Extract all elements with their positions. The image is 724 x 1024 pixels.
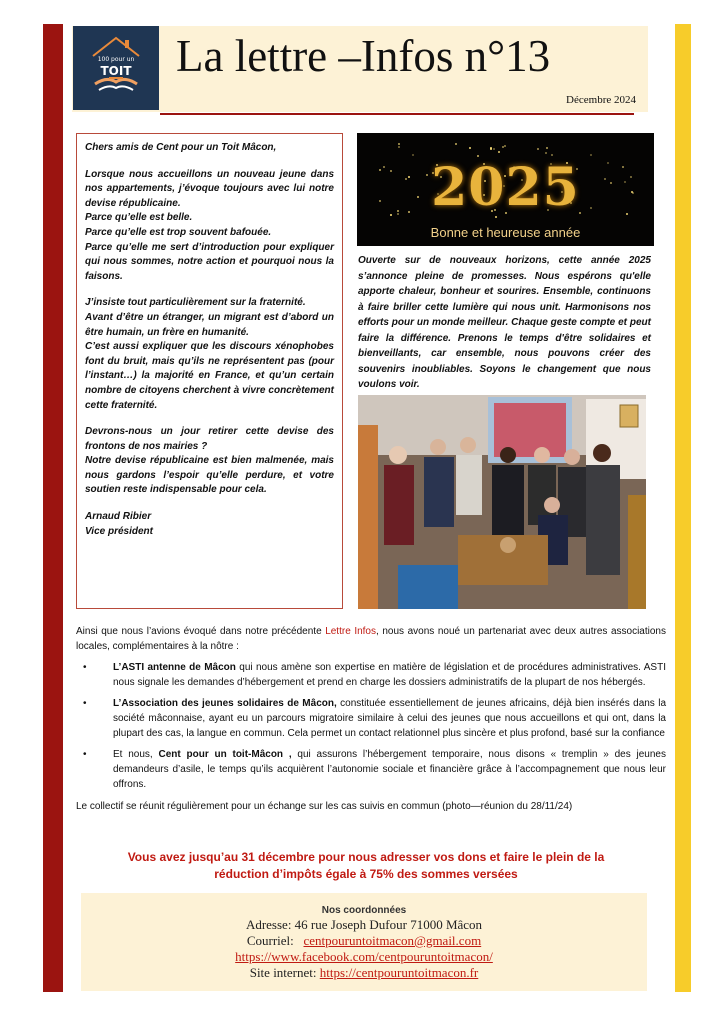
collective-note: Le collectif se réunit régulièrement pour un échange sur les cas suivis en commun (photo—réunion du 28/11/24)	[76, 801, 573, 812]
sparkle	[546, 147, 548, 149]
sparkle	[412, 154, 414, 156]
website-link[interactable]: https://centpouruntoitmacon.fr	[319, 965, 479, 980]
page-title: La lettre –Infos n°13	[176, 31, 551, 81]
contact-website-row	[81, 965, 647, 981]
letter-paragraph: Avant d’être un étranger, un migrant est d’abord un être humain, un frère en humanité.	[85, 311, 334, 338]
letter-paragraph: Parce qu’elle est belle.	[85, 212, 193, 224]
contact-box	[81, 893, 647, 991]
sparkle	[590, 154, 592, 156]
lettre-infos-reference: Lettre Infos	[325, 626, 376, 637]
asti-description: qui nous amène son expertise en matière de législation et de procédures administratives. ASTI nous signale les demandes d’hébergement et prend en charge les dossiers administratifs de la plupart de nos hébergés.	[113, 662, 666, 688]
banner-subtitle: Bonne et heureuse année	[430, 225, 581, 240]
sparkle	[398, 146, 400, 148]
own-association-description: qui assurons l’hébergement temporaire, nous disons « tremplin » des jeunes demandeurs d’asile, le temps qu’ils acquièrent l’autonomie sociale et financière grâce à l’accompagnement que nous leur offrons.	[113, 749, 666, 790]
youth-association-description: constituée essentiellement de jeunes africains, déjà bien insérés dans la société mâconnaise, ayant eu un parcours migratoire similaire à celui des jeunes que nous accueillons et qui ont, dans la plupart des cas, la langue en commun. Cela permet un contact relationnel plus sincère et plus profond, basé sur la confiance	[113, 698, 666, 739]
sparkle	[498, 151, 500, 153]
bullet-icon: •	[83, 662, 87, 673]
meeting-photo	[358, 395, 646, 609]
right-decorative-band	[675, 24, 691, 992]
banner-year: 2025	[431, 157, 580, 218]
association-logo	[73, 26, 159, 110]
header-divider	[160, 113, 634, 115]
contact-facebook-row	[81, 949, 647, 965]
partnership-intro	[76, 624, 666, 654]
contact-address: Adresse: 46 rue Joseph Dufour 71000 Mâcon	[245, 917, 483, 932]
email-link[interactable]: centpouruntoitmacon@gmail.com	[303, 933, 482, 948]
own-association-name: Cent pour un toit-Mâcon ,	[158, 749, 292, 760]
new-year-banner	[357, 133, 654, 246]
signature-role: Vice président	[85, 525, 153, 537]
logo-wordmark: TOIT	[100, 64, 132, 78]
partnership-section	[76, 624, 666, 814]
donation-call-to-action	[96, 849, 636, 883]
list-item	[76, 696, 666, 741]
list-item	[76, 660, 666, 690]
own-association-lead: Et nous,	[113, 749, 159, 760]
sparkle	[545, 152, 547, 154]
logo-caption: 100 pour un	[97, 56, 135, 63]
contact-title: Nos coordonnées	[321, 905, 407, 916]
facebook-link[interactable]: https://www.facebook.com/centpouruntoitmacon/	[235, 949, 493, 964]
group-photo-illustration	[358, 395, 646, 609]
sparkle	[504, 145, 506, 147]
website-label: Site internet:	[249, 965, 317, 980]
letter-paragraph: Devrons-nous un jour retirer cette devise des frontons de nos mairies ?	[85, 426, 334, 452]
letter-paragraph: Parce qu’elle est trop souvent bafouée.	[85, 226, 272, 238]
sparkle	[493, 148, 495, 150]
bullet-icon: •	[83, 698, 87, 709]
sparkle	[398, 143, 400, 145]
letter-greeting: Chers amis de Cent pour un Toit Mâcon,	[85, 142, 277, 153]
asti-name: L’ASTI antenne de Mâcon	[113, 662, 236, 673]
sparkle	[537, 148, 539, 150]
cta-line: Vous avez jusqu’au 31 décembre pour nous adresser vos dons et faire le plein de la	[127, 850, 605, 864]
cta-line: réduction d’impôts égale à 75% des sommes versées	[214, 867, 518, 881]
signature-name: Arnaud Ribier	[85, 511, 152, 523]
letter-paragraph: C’est aussi expliquer que les discours xénophobes font du bruit, mais qu’ils ne représentent pas (pour l’instant…) la majorité en France, et qu’un certain nombre de citoyens cherchent à vivre concrètement cette fraternité.	[85, 341, 334, 411]
intro-text-end: , nous avons noué un partenariat avec deux autres associations locales, complémentaires à la nôtre :	[76, 626, 666, 652]
issue-date: Décembre 2024	[566, 94, 636, 106]
newsletter-header	[72, 26, 648, 112]
intro-text: Ainsi que nous l’avions évoqué dans notre précédente	[76, 626, 326, 637]
list-item	[76, 747, 666, 792]
editorial-letter	[76, 133, 343, 609]
email-label: Courriel:	[246, 933, 294, 948]
bullet-icon: •	[83, 749, 87, 760]
letter-paragraph: J’insiste tout particulièrement sur la fraternité.	[85, 297, 306, 309]
sparkle	[469, 147, 471, 149]
new-year-wishes: Ouverte sur de nouveaux horizons, cette année 2025 s’annonce pleine de promesses. Nous espérons qu'elle apporte chaleur, bonheur et sourires. Ensemble, continuons à faire briller cette lumière qui nous unit. Harmonisons nos efforts pour un monde meilleur. Chaque geste compte et peut faire la différence. Prenons le temps d'être solidaires et bienveillants, car ensemble, nous pouvons créer des souvenirs inoubliables. Soyons le changement que nous voulons voir.	[358, 255, 651, 390]
sparkle	[551, 154, 553, 156]
letter-paragraph: Notre devise républicaine est bien malmenée, mais nous gardons l’espoir qu’elle perdure, et votre soutien reste indispensable pour cela.	[85, 455, 334, 496]
left-decorative-band	[43, 24, 63, 992]
contact-email-row	[81, 933, 647, 949]
letter-paragraph: Lorsque nous accueillons un nouveau jeune dans nos appartements, j’évoque toujours avec lui notre devise républicaine.	[85, 168, 334, 209]
youth-association-name: L’Association des jeunes solidaires de Mâcon,	[113, 698, 337, 709]
letter-paragraph: Parce qu’elle me sert d’introduction pour expliquer qui nous sommes, notre action et pourquoi nous la faisons.	[85, 241, 334, 282]
sparkle	[455, 143, 457, 145]
